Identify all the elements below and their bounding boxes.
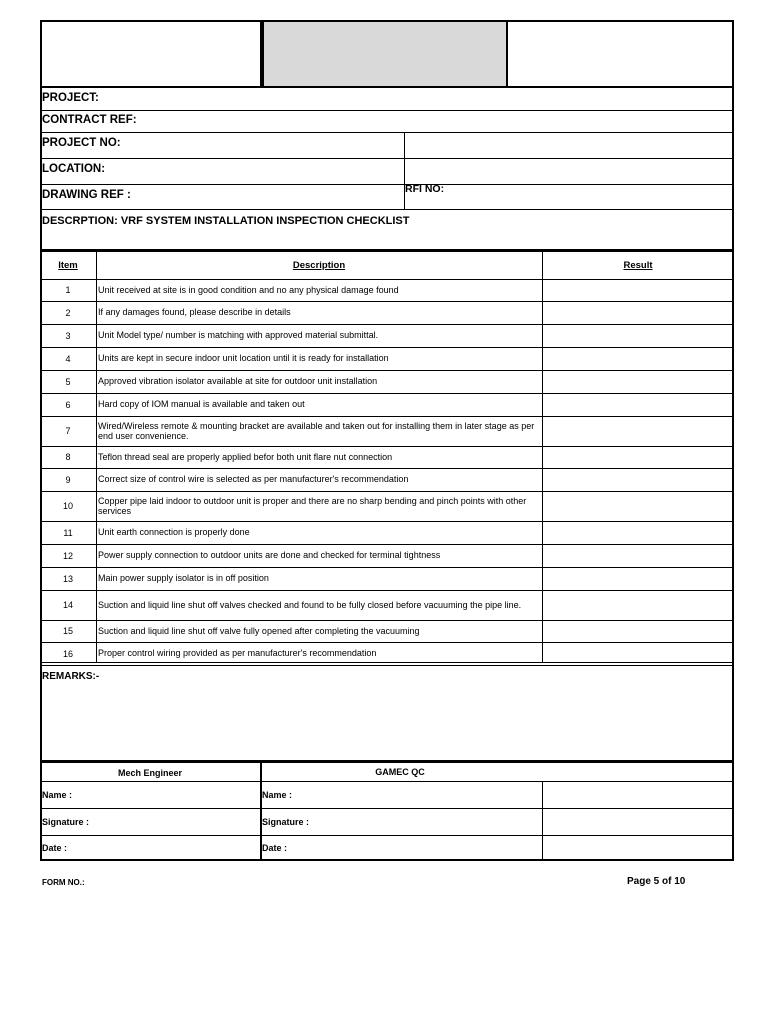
row-result-cell[interactable] xyxy=(543,347,733,370)
row-item-number: 14 xyxy=(62,600,73,610)
row-result-cell[interactable] xyxy=(543,446,733,468)
row-result-cell[interactable] xyxy=(543,567,733,590)
col-header-description: Description xyxy=(292,259,346,271)
row-result-cell[interactable] xyxy=(543,590,733,620)
row-result-cell[interactable] xyxy=(543,416,733,446)
rfi-no-label: RFI NO: xyxy=(405,183,445,195)
row-description: Teflon thread seal are properly applied befor both unit flare nut connection xyxy=(98,451,393,462)
logo-area-center xyxy=(262,20,508,88)
row-item-number: 9 xyxy=(65,474,71,485)
location-label: LOCATION: xyxy=(42,163,106,175)
row-item-number: 4 xyxy=(65,353,71,364)
left-name-label: Name : xyxy=(42,790,73,800)
contract-ref-label: CONTRACT REF: xyxy=(42,114,137,126)
row-description: Unit Model type/ number is matching with approved material submittal. xyxy=(98,330,379,341)
row-result-cell[interactable] xyxy=(543,544,733,567)
row-result-cell[interactable] xyxy=(543,393,733,416)
checklist-form xyxy=(40,20,734,860)
row-item-number: 5 xyxy=(65,376,71,387)
row-description: Units are kept in secure indoor unit location until it is ready for installation xyxy=(98,353,389,364)
logo-area-right xyxy=(506,20,734,88)
row-result-cell[interactable] xyxy=(543,521,733,544)
row-result-cell[interactable] xyxy=(543,301,733,324)
row-description: Correct size of control wire is selected as per manufacturer's recommendation xyxy=(98,474,409,485)
col-header-item: Item xyxy=(58,259,78,271)
project-label: PROJECT: xyxy=(42,92,99,104)
row-description: Power supply connection to outdoor units are done and checked for terminal tightness xyxy=(98,550,441,561)
row-description: Approved vibration isolator available at site for outdoor unit installation xyxy=(98,376,378,387)
row-item-number: 3 xyxy=(65,330,71,341)
remarks-box xyxy=(40,662,734,762)
left-date-label: Date : xyxy=(42,843,68,853)
page-number: Page 5 of 10 xyxy=(627,876,686,887)
row-description: If any damages found, please describe in details xyxy=(98,307,291,318)
project-no-label: PROJECT NO: xyxy=(42,137,121,149)
row-result-cell[interactable] xyxy=(543,370,733,393)
row-item-number: 10 xyxy=(62,501,73,511)
right-signature-label: Signature : xyxy=(262,817,310,827)
row-description: Wired/Wireless remote & mounting bracket are available and taken out for installing them in later stage as per end user convenience. xyxy=(98,420,535,441)
row-result-cell[interactable] xyxy=(543,491,733,521)
row-item-number: 16 xyxy=(62,648,73,659)
row-description: Suction and liquid line shut off valve fully opened after completing the vacuuming xyxy=(98,625,420,636)
form-no-label: FORM NO.: xyxy=(42,878,85,887)
row-item-number: 7 xyxy=(65,426,71,436)
row-description: Unit received at site is in good condition and no any physical damage found xyxy=(98,284,399,295)
row-result-cell[interactable] xyxy=(543,468,733,491)
row-item-number: 15 xyxy=(62,626,73,636)
row-item-number: 11 xyxy=(63,527,73,538)
row-item-number: 8 xyxy=(65,452,71,462)
row-result-cell[interactable] xyxy=(543,324,733,347)
row-description: Main power supply isolator is in off position xyxy=(98,573,269,584)
row-item-number: 2 xyxy=(65,307,71,318)
remarks-label: REMARKS:- xyxy=(42,671,100,682)
description-label: DESCRPTION: VRF SYSTEM INSTALLATION INSPECTION CHECKLIST xyxy=(42,215,410,227)
drawing-ref-label: DRAWING REF : xyxy=(42,189,131,201)
row-item-number: 1 xyxy=(65,285,71,295)
row-result-cell[interactable] xyxy=(543,620,733,642)
row-description: Proper control wiring provided as per manufacturer's recommendation xyxy=(98,648,377,659)
row-item-number: 12 xyxy=(62,550,73,561)
logo-area-left xyxy=(40,20,262,88)
row-description: Unit earth connection is properly done xyxy=(98,527,250,538)
right-name-label: Name : xyxy=(262,790,293,800)
col-header-result: Result xyxy=(623,259,653,271)
row-item-number: 13 xyxy=(62,573,73,584)
right-date-label: Date : xyxy=(262,843,288,853)
mech-engineer-title: Mech Engineer xyxy=(117,768,182,778)
row-result-cell[interactable] xyxy=(543,279,733,301)
gamec-qc-title: GAMEC QC xyxy=(375,767,425,777)
row-description: Hard copy of IOM manual is available and taken out xyxy=(98,399,305,410)
row-description: Suction and liquid line shut off valves checked and found to be fully closed before vacuuming the pipe line. xyxy=(98,599,522,610)
row-description: Copper pipe laid indoor to outdoor unit is proper and there are no sharp bending and pinch points with other services xyxy=(98,495,527,516)
row-item-number: 6 xyxy=(65,399,71,410)
left-signature-label: Signature : xyxy=(42,817,90,827)
